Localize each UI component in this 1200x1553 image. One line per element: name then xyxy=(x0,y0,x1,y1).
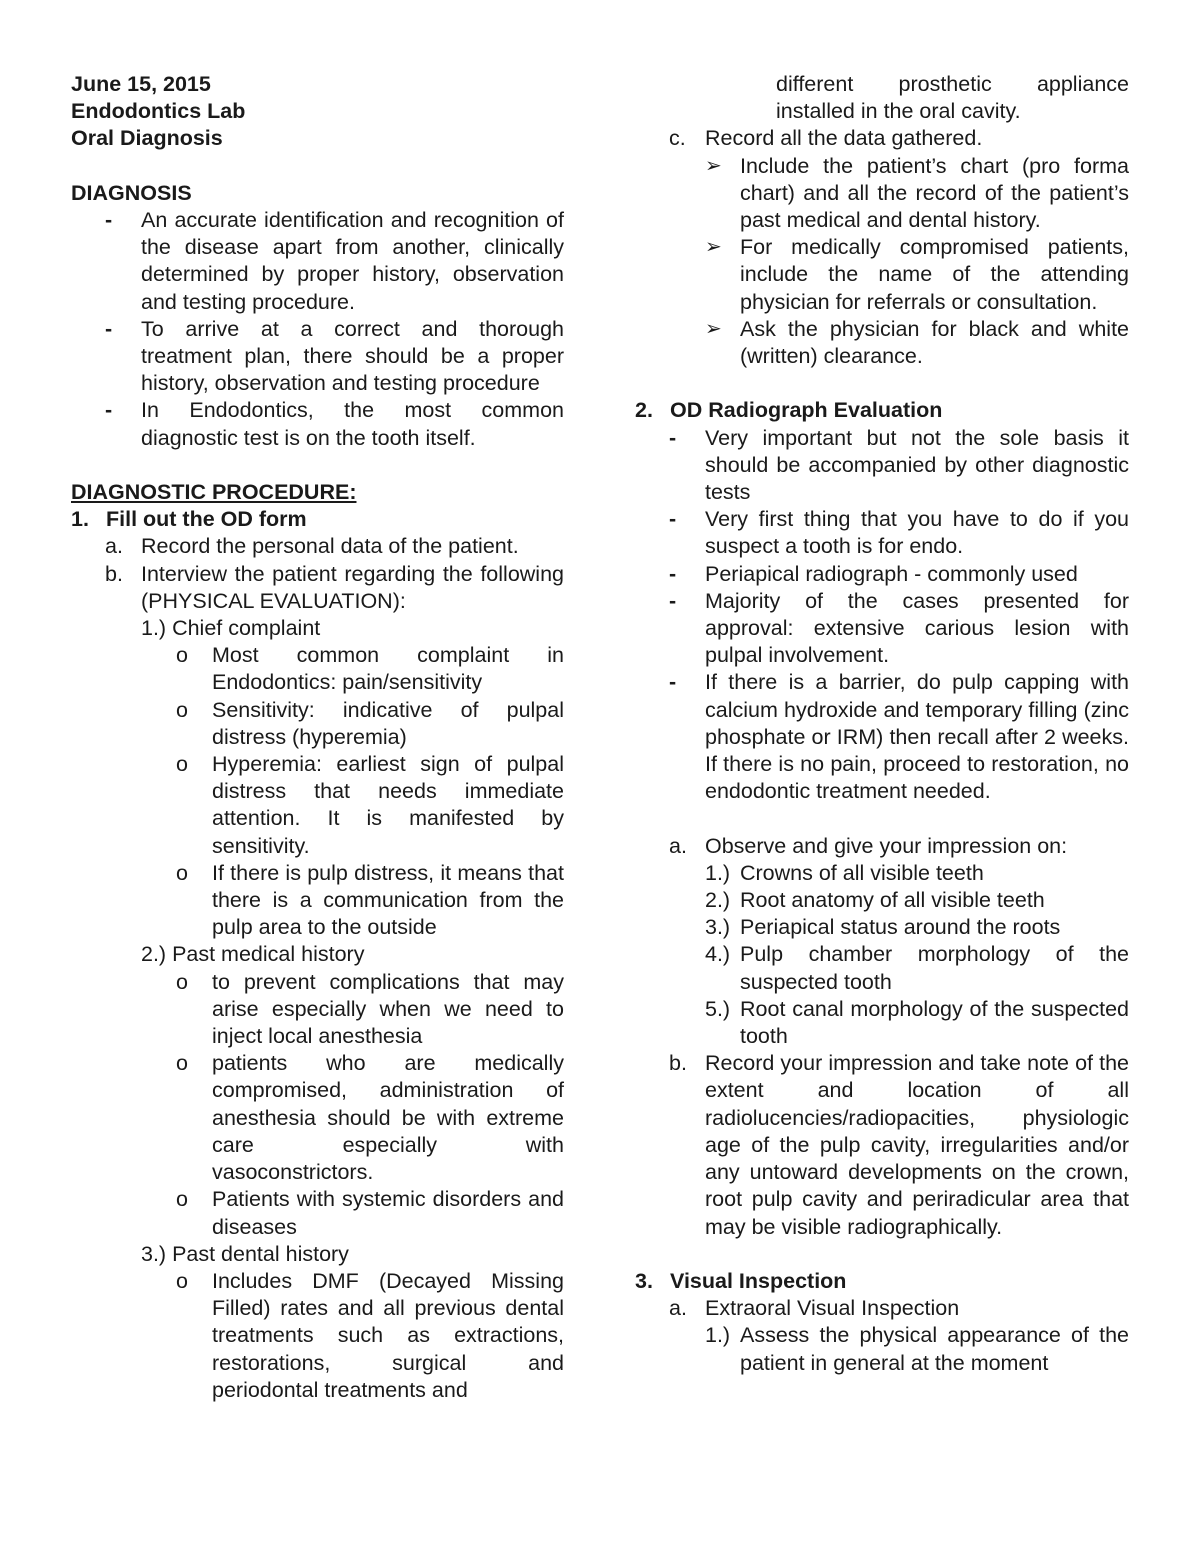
record-item: ➢ Ask the physician for black and white (written) clearance. xyxy=(705,316,1129,369)
medical-history-label: 2.) Past medical history xyxy=(141,942,365,967)
diagnosis-bullet: - An accurate identification and recognition of the disease apart from another, clinically determined by proper history, observation and testing procedure. xyxy=(105,208,564,314)
impression-item: 2.) Root anatomy of all visible teeth xyxy=(705,888,1045,913)
impression-item: 4.) Pulp chamber morphology of the suspected tooth xyxy=(705,942,1129,994)
step1-item-b: b. Interview the patient regarding the following (PHYSICAL EVALUATION): xyxy=(105,561,564,613)
arrow-bullet-icon: ➢ xyxy=(705,236,722,259)
step3-heading: 3. Visual Inspection xyxy=(635,1268,847,1293)
radiograph-bullet: - Majority of the cases presented for approval: extensive carious lesion with pulpal involvement. xyxy=(669,588,1129,668)
radiograph-bullet: - Very first thing that you have to do if you suspect a tooth is for endo. xyxy=(669,507,1129,559)
step2-heading: 2. OD Radiograph Evaluation xyxy=(635,398,943,423)
chief-complaint-item: o Most common complaint in Endodontics: pain/sensitivity xyxy=(176,643,564,695)
impression-item: 3.) Periapical status around the roots xyxy=(705,915,1061,940)
impression-item: 1.) Crowns of all visible teeth xyxy=(705,860,984,885)
dental-history-label: 3.) Past dental history xyxy=(141,1241,349,1266)
step1-item-a: a. Record the personal data of the patient. xyxy=(105,534,519,559)
doc-date: June 15, 2015 xyxy=(71,72,211,96)
extraoral-item: 1.) Assess the physical appearance of the patient in general at the moment xyxy=(705,1323,1129,1375)
step1-heading: 1. Fill out the OD form xyxy=(71,507,307,532)
radiograph-bullet: - If there is a barrier, do pulp capping with calcium hydroxide and temporary filling (zinc phosphate or IRM) then recall after 2 weeks. If there is no pain, proceed to restoration, no endodontic treatment needed. xyxy=(669,670,1129,804)
dental-history-item: o Includes DMF (Decayed Missing Filled) rates and all previous dental treatments such as extractions, restorations, surgical and periodontal treatments and xyxy=(176,1268,564,1402)
medical-history-item: o to prevent complications that may arise especially when we need to inject local anesthesia xyxy=(176,969,564,1049)
medical-history-item: o Patients with systemic disorders and diseases xyxy=(176,1187,564,1239)
step1-item-c: c. Record all the data gathered. xyxy=(669,126,983,151)
chief-complaint-label: 1.) Chief complaint xyxy=(141,616,321,641)
radiograph-bullet: - Very important but not the sole basis it should be accompanied by other diagnostic tests xyxy=(669,425,1129,505)
record-item: ➢ For medically compromised patients, include the name of the attending physician for referrals or consultation. xyxy=(705,235,1129,314)
right-column xyxy=(635,71,1129,1377)
step3-item-a: a. Extraoral Visual Inspection xyxy=(669,1296,960,1321)
diagnosis-heading: DIAGNOSIS xyxy=(71,180,192,205)
chief-complaint-item: o Hyperemia: earliest sign of pulpal distress that needs immediate attention. It is manifested by sensitivity. xyxy=(176,752,564,858)
step2-item-b: b. Record your impression and take note of the extent and location of all radiolucencies/radiopacities, physiologic age of the pulp cavity, irregularities and/or any untoward developments on the crown, root pulp cavity and periradicular area that may be visible radiographically. xyxy=(669,1051,1129,1239)
diagnosis-bullet: - In Endodontics, the most common diagnostic test is on the tooth itself. xyxy=(105,398,564,450)
chief-complaint-item: o Sensitivity: indicative of pulpal distress (hyperemia) xyxy=(176,697,564,749)
arrow-bullet-icon: ➢ xyxy=(705,317,722,340)
step2-item-a: a. Observe and give your impression on: xyxy=(669,833,1068,858)
radiograph-bullet: - Periapical radiograph - commonly used xyxy=(669,561,1078,586)
left-column xyxy=(71,71,564,1404)
impression-item: 5.) Root canal morphology of the suspected tooth xyxy=(705,996,1129,1049)
diagnosis-bullet: - To arrive at a correct and thorough treatment plan, there should be a proper history, observation and testing procedure xyxy=(105,316,564,396)
chief-complaint-item: o If there is pulp distress, it means that there is a communication from the pulp area to the outside xyxy=(176,860,564,940)
procedure-heading: DIAGNOSTIC PROCEDURE: xyxy=(71,480,357,505)
arrow-bullet-icon: ➢ xyxy=(705,154,722,177)
medical-history-item: o patients who are medically compromised, administration of anesthesia should be with extreme care especially with vasoconstrictors. xyxy=(176,1051,564,1185)
doc-course: Endodontics Lab xyxy=(71,99,246,124)
dental-history-continuation: different prosthetic appliance installed in the oral cavity. xyxy=(776,72,1129,124)
doc-topic: Oral Diagnosis xyxy=(71,126,223,151)
record-item: ➢ Include the patient’s chart (pro forma chart) and all the record of the patient’s past medical and dental history. xyxy=(705,153,1129,233)
